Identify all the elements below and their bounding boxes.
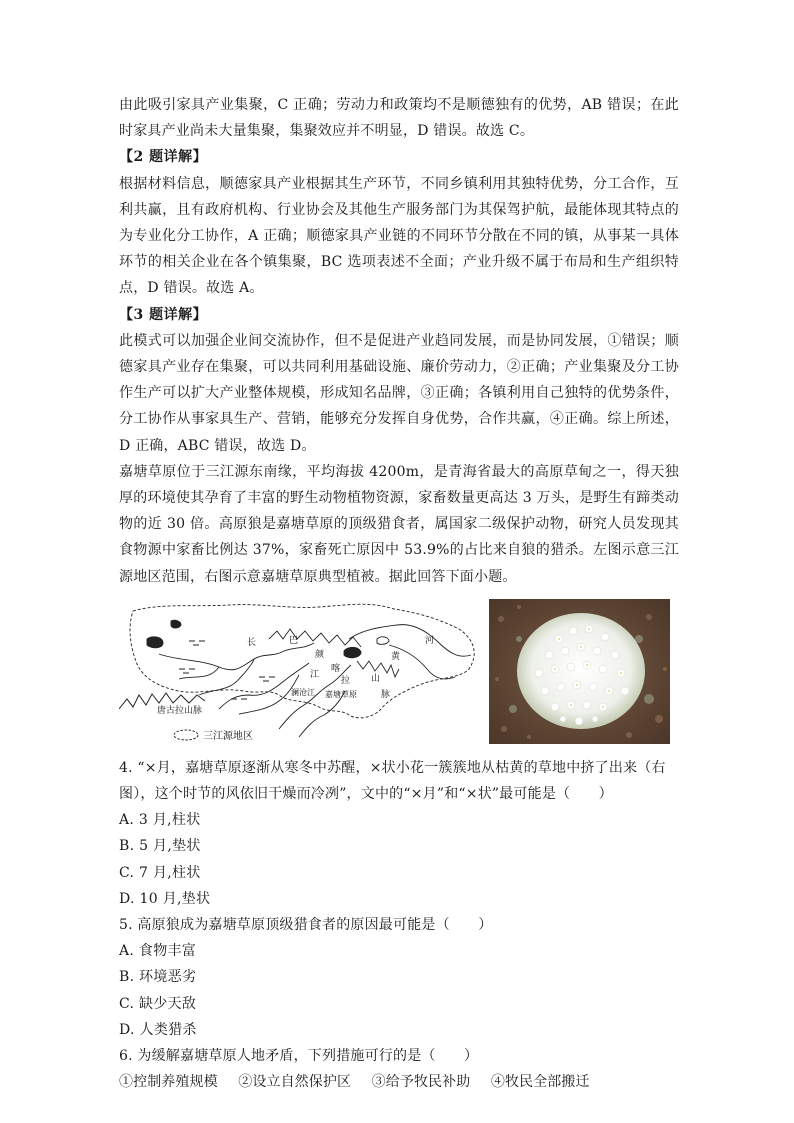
- question-4-option-b[interactable]: B. 5 月,垫状: [119, 838, 201, 855]
- question-6-stem: 6. 为缓解嘉塘草原人地矛盾，下列措施可行的是（ ）: [119, 1048, 479, 1065]
- q3-explanation: 此模式可以加强企业间交流协作，但不是促进产业趋同发展，而是协同发展，①错误；顺德家具产业存在集聚，可以共同利用基础设施、廉价劳动力，②正确；产业集聚及分工协作生产可以扩大产业整体规模，形成知名品牌，③正确；各镇利用自己独特的优势条件，分工协作从事家具生产、营销，能够充分发挥自身优势，合作共赢，④正确。综上所述，D 正确，ABC 错误，故选 D。: [119, 332, 679, 454]
- measure-3: ③给予牧民补助: [371, 1074, 471, 1091]
- question-4-option-c[interactable]: C. 7 月,柱状: [119, 864, 201, 881]
- material-paragraph: 嘉塘草原位于三江源东南缘，平均海拔 4200m，是青海省最大的高原草甸之一，得天独厚的环境使其孕育了丰富的野生动物植物资源，家畜数量更高达 3 万头，是野生有蹄类动物的近 30 倍。高原狼是嘉塘草原的顶级猎食者，属国家二级保护动物，研究人员发现其食物源中家畜比例达 37%，家畜死亡原因中 53.9%的占比来自狼的猎杀。左图示意三江源地区范围，右图示意嘉塘草原典型植被。据此回答下面小题。: [119, 463, 679, 585]
- measure-2: ②设立自然保护区: [238, 1074, 352, 1091]
- question-5-option-b[interactable]: B. 环境恶劣: [119, 969, 197, 986]
- map-legend-label: 三江源地区: [203, 730, 253, 742]
- answer-paragraph-1: 由此吸引家具产业集聚，C 正确；劳动力和政策均不是顺德独有的优势，AB 错误；在此时家具产业尚未大量集聚，集聚效应并不明显，D 错误。故选 C。: [119, 97, 679, 140]
- question-5-stem: 5. 高原狼成为嘉塘草原顶级猎食者的原因最可能是（ ）: [119, 917, 493, 934]
- question-5-options: [119, 938, 679, 1043]
- map-label-tanggula: 唐古拉山脉: [157, 705, 203, 716]
- map-label-he: 河: [425, 635, 435, 646]
- map-label-ge: 喀: [331, 663, 341, 674]
- map-label-yan: 颜: [315, 649, 325, 660]
- document-page: [119, 92, 679, 1096]
- figure-row: [119, 599, 679, 749]
- legend-dashed-symbol: [174, 730, 198, 740]
- map-label-lancang: 澜沧江: [291, 687, 315, 697]
- question-5-option-c[interactable]: C. 缺少天敌: [119, 995, 197, 1012]
- map-label-huang: 黄: [391, 651, 401, 662]
- question-4-option-a[interactable]: A. 3 月,柱状: [119, 812, 201, 829]
- q2-heading: 【2 题详解】: [119, 149, 208, 166]
- question-5-option-d[interactable]: D. 人类猎杀: [119, 1021, 197, 1038]
- sanjiangyuan-map: [119, 599, 483, 745]
- q2-explanation: 根据材料信息，顺德家具产业根据其生产环节，不同乡镇利用其独特优势，分工合作，互利共赢，且有政府机构、行业协会及其他生产服务部门为其保驾护航，最能体现其特点的为专业化分工协作，A 正确；顺德家具产业链的不同环节分散在不同的镇，从事某一具体环节的相关企业在各个镇集聚，BC 选项表述不全面；产业升级不属于布局和生产组织特点，D 错误。故选 A。: [119, 175, 679, 297]
- map-label-mai: 脉: [381, 689, 391, 700]
- map-label-la: 拉: [341, 675, 351, 686]
- map-label-shan: 山: [371, 673, 381, 684]
- question-4-stem: 4. “×月，嘉塘草原逐渐从寒冬中苏醒，×状小花一簇簇地从枯黄的草地中挤了出来（右图），这个时节的风依旧干燥而冷冽”，文中的“×月”和“×状”最可能是（ ）: [119, 759, 666, 803]
- map-label-ba: 巴: [289, 635, 299, 646]
- map-label-jiang: 江: [310, 669, 320, 680]
- question-6-measures: [119, 1069, 679, 1095]
- cushion-plant-photo: [489, 599, 670, 744]
- q3-heading: 【3 题详解】: [119, 306, 208, 323]
- question-4-option-d[interactable]: D. 10 月,垫状: [119, 890, 211, 907]
- question-5-option-a[interactable]: A. 食物丰富: [119, 943, 197, 960]
- map-label-jiatang: 嘉塘草原: [325, 689, 357, 699]
- map-label-chang: 长: [247, 637, 257, 648]
- measure-4: ④牧民全部搬迁: [490, 1074, 590, 1091]
- question-4-options: [119, 807, 679, 912]
- measure-1: ①控制养殖规模: [119, 1074, 218, 1091]
